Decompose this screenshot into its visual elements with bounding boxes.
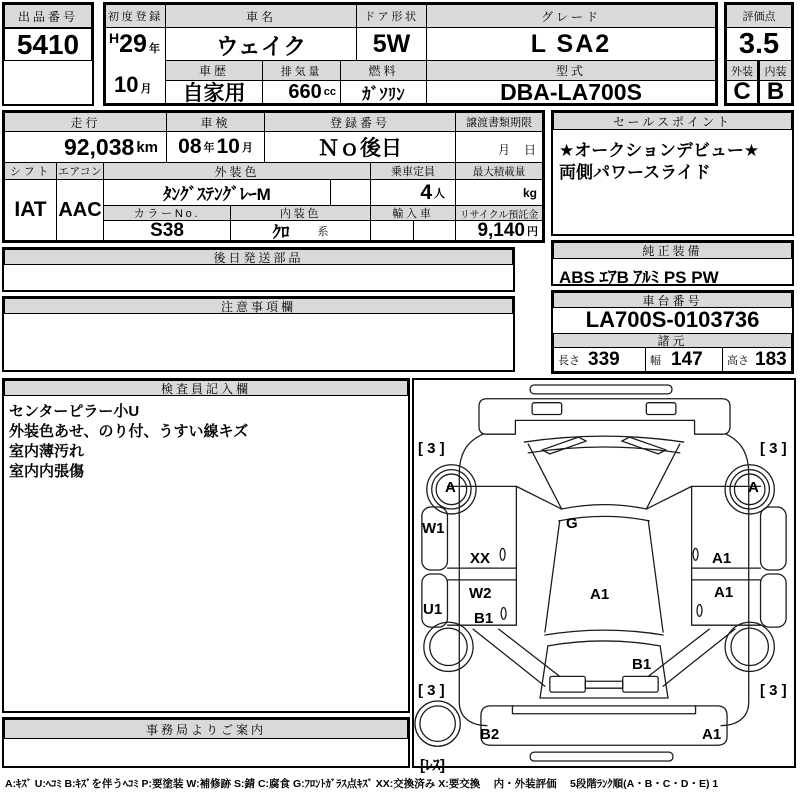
cautions-label: 注意事項欄 (4, 298, 513, 314)
office-notice-box (2, 717, 410, 768)
diagram-mark: [ 3 ] (760, 682, 787, 699)
genuine-equipment-label: 純正装備 (553, 242, 792, 259)
genuine-equipment-value: ABS ｴｱB ｱﾙﾐ PS PW (559, 268, 719, 287)
grade-label: グレード (426, 4, 716, 28)
first-reg-month-unit: 月 (140, 83, 152, 95)
capacity-label: 乗車定員 (370, 162, 456, 180)
diagram-mark: G (566, 515, 578, 532)
exterior-color-label: 外装色 (103, 162, 371, 180)
fuel-value: ｶﾞｿﾘﾝ (340, 80, 427, 104)
exterior-color-value: ﾀﾝｸﾞｽﾃﾝｸﾞﾚｰM (103, 179, 331, 206)
mileage-label: 走行 (4, 112, 167, 132)
condition-grid (2, 110, 545, 243)
car-name-value: ウェイク (165, 27, 357, 61)
first-reg-year-line (109, 30, 160, 59)
exterior-value: C (726, 80, 758, 104)
score-value: 3.5 (726, 27, 792, 61)
first-reg-label: 初度登録 (105, 4, 166, 28)
diagram-mark: [ 3 ] (418, 682, 445, 699)
inspector-note-line: 外装色あせ、のり付、うすい線キズ (9, 423, 249, 440)
first-reg-cell (105, 27, 166, 104)
exterior-color-empty (330, 179, 371, 206)
diagram-marks-layer (414, 380, 794, 774)
color-no-value: S38 (103, 220, 231, 241)
office-notice-label: 事務局よりご案内 (4, 719, 408, 739)
inspector-note-line: 室内薄汚れ (9, 443, 85, 460)
diagram-mark: W1 (422, 520, 445, 537)
later-parts-box (2, 247, 515, 292)
registration-no-label: 登録番号 (264, 112, 456, 132)
first-reg-era: H (109, 30, 120, 46)
score-box (724, 2, 794, 106)
interior-color-label: 内装色 (230, 205, 371, 221)
score-label: 評価点 (726, 4, 792, 28)
inspector-notes-label: 検査員記入欄 (4, 380, 408, 396)
model-code-label: 型式 (426, 60, 716, 81)
color-no-label: カラーNo. (103, 205, 231, 221)
dimension-length: 長さ 339 (553, 347, 646, 372)
displacement-value: 660 cc (262, 80, 341, 104)
capacity-value: 4 人 (370, 179, 456, 206)
damage-diagram-box (412, 378, 796, 774)
model-code-value: DBA-LA700S (426, 80, 716, 104)
exterior-label: 外装 (726, 60, 758, 81)
imported-label: 輸入車 (370, 205, 456, 221)
car-name-label: 車名 (165, 4, 357, 28)
vehicle-header-grid (103, 2, 718, 106)
diagram-mark: [ 3 ] (760, 440, 787, 457)
dimensions-label: 諸元 (553, 333, 792, 348)
first-reg-year-unit: 年 (148, 43, 160, 55)
diagram-mark: A1 (712, 550, 732, 567)
diagram-mark: A1 (590, 586, 610, 603)
later-parts-label: 後日発送部品 (4, 249, 513, 265)
first-reg-year: 29 (119, 30, 147, 58)
diagram-mark: U1 (423, 601, 443, 618)
history-label: 車歴 (165, 60, 263, 81)
interior-label: 内装 (757, 60, 792, 81)
grade-value: L SA2 (426, 27, 716, 61)
inspector-note-line: センターピラー小U (9, 403, 140, 420)
imported-cell-1 (370, 220, 414, 241)
cautions-box (2, 296, 515, 372)
interior-color-value: ｸﾛ 系 (230, 220, 371, 241)
inspector-notes-box (2, 378, 410, 713)
chassis-box (551, 290, 794, 374)
recycle-deposit-label: リサイクル預託金 (455, 205, 543, 221)
max-load-value: kg (455, 179, 543, 206)
door-shape-label: ドア形状 (356, 4, 427, 28)
shift-value: IAT (4, 179, 57, 241)
damage-code-legend: A:ｷｽﾞ U:ﾍｺﾐ B:ｷｽﾞを伴うﾍｺﾐ P:要塗装 W:補修跡 S:錆 C:腐食 G:ﾌﾛﾝﾄｶﾞﾗｽ点ｷｽﾞ XX:交換済み X:要交換 内・外装評価 5段階ﾗﾝｸ順(A・B・C・D・E) 1 (5, 778, 719, 790)
recycle-deposit-value: 9,140 円 (455, 220, 543, 241)
diagram-mark: A (445, 479, 456, 496)
inspection-label: 車検 (166, 112, 265, 132)
door-shape-value: 5W (356, 27, 427, 61)
sales-point-label: セールスポイント (553, 112, 792, 130)
inspection-value: 08 年 10 月 (166, 131, 265, 163)
dimension-width: 幅 147 (645, 347, 723, 372)
registration-no-value: Ｎｏ後日 (264, 131, 456, 163)
sales-point-line1: ★オークションデビュー★ (559, 141, 760, 160)
auction-no-label: 出品番号 (4, 4, 92, 28)
diagram-mark: A1 (702, 726, 722, 743)
auction-no-empty (4, 60, 92, 104)
inspector-note-line: 室内内張傷 (9, 463, 85, 480)
interior-value: B (757, 80, 792, 104)
sales-point-box (551, 110, 794, 236)
diagram-mark: B1 (474, 610, 494, 627)
diagram-mark: [ 3 ] (418, 440, 445, 457)
sales-point-line2: 両側パワースライド (559, 163, 711, 182)
chassis-no-value: LA700S-0103736 (585, 307, 760, 332)
diagram-mark: [ﾚｽ] (420, 757, 445, 774)
diagram-mark: B1 (632, 656, 652, 673)
fuel-label: 燃料 (340, 60, 427, 81)
dimension-height: 高さ 183 (722, 347, 792, 372)
auction-no-box (2, 2, 94, 106)
diagram-mark: B2 (480, 726, 500, 743)
max-load-label: 最大積載量 (455, 162, 543, 180)
first-reg-month-line (114, 72, 151, 98)
displacement-label: 排気量 (262, 60, 341, 81)
transfer-deadline-value: 月 日 (455, 131, 543, 163)
imported-cell-2 (413, 220, 456, 241)
aircon-label: エアコン (56, 162, 104, 180)
mileage-value: 92,038 km (4, 131, 167, 163)
transfer-deadline-label: 譲渡書類期限 (455, 112, 543, 132)
first-reg-month: 10 (114, 72, 139, 97)
diagram-mark: XX (470, 550, 491, 567)
auction-no-value: 5410 (4, 28, 92, 61)
diagram-mark: W2 (469, 585, 492, 602)
genuine-equipment-box (551, 240, 794, 286)
diagram-mark: A1 (714, 584, 734, 601)
chassis-no-label: 車台番号 (553, 292, 792, 308)
aircon-value: AAC (56, 179, 104, 241)
diagram-mark: A (748, 479, 759, 496)
history-value: 自家用 (165, 80, 263, 104)
shift-label: シフト (4, 162, 57, 180)
